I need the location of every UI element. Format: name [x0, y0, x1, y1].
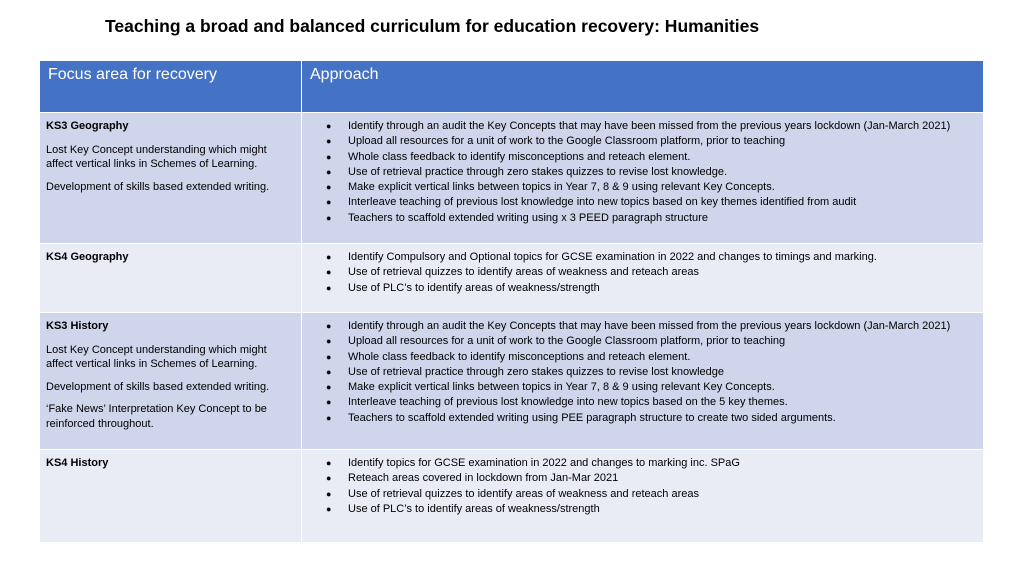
approach-item: ● Use of PLC’s to identify areas of weakness/strength	[326, 281, 979, 296]
approach-item: ● Teachers to scaffold extended writing using PEE paragraph structure to create two sided arguments.	[326, 411, 979, 426]
recovery-table	[40, 61, 983, 542]
approach-list	[326, 456, 979, 517]
approach-item: ● Use of retrieval practice through zero stakes quizzes to revise lost knowledge	[326, 365, 979, 380]
focus-area-note: ‘Fake News’ Interpretation Key Concept to be reinforced throughout.	[46, 403, 267, 430]
approach-item: ● Interleave teaching of previous lost knowledge into new topics based on key themes identified from audit	[326, 195, 979, 210]
focus-area-note: Development of skills based extended writing.	[46, 180, 270, 193]
approach-list	[326, 250, 979, 296]
focus-area-title: KS3 Geography	[46, 120, 129, 132]
row-ks3-history-approach	[302, 312, 983, 449]
approach-item: ● Identify through an audit the Key Concepts that may have been missed from the previous years lockdown (Jan-March 2021)	[326, 319, 979, 334]
approach-item: ● Reteach areas covered in lockdown from Jan-Mar 2021	[326, 471, 979, 486]
row-ks4-geography-approach	[302, 243, 983, 312]
row-ks4-geography-focus	[40, 243, 302, 312]
approach-item: ● Use of retrieval quizzes to identify areas of weakness and reteach areas	[326, 487, 979, 502]
approach-item: ● Whole class feedback to identify misconceptions and reteach element.	[326, 350, 979, 365]
row-ks3-geography-focus	[40, 112, 302, 243]
focus-area-note: Lost Key Concept understanding which might affect vertical links in Schemes of Learning.	[46, 343, 267, 370]
row-ks3-geography-approach	[302, 112, 983, 243]
header-focus-area: Focus area for recovery	[40, 61, 302, 112]
focus-area-title: KS4 History	[46, 457, 109, 469]
focus-area-title: KS3 History	[46, 320, 109, 332]
approach-item: ● Interleave teaching of previous lost knowledge into new topics based on the 5 key themes.	[326, 395, 979, 410]
approach-item: ● Use of retrieval practice through zero stakes quizzes to revise lost knowledge.	[326, 165, 979, 180]
approach-item: ● Use of retrieval quizzes to identify areas of weakness and reteach areas	[326, 265, 979, 280]
approach-item: ● Make explicit vertical links between topics in Year 7, 8 & 9 using relevant Key Concepts.	[326, 180, 979, 195]
approach-list	[326, 319, 979, 426]
approach-item: ● Upload all resources for a unit of work to the Google Classroom platform, prior to teaching	[326, 334, 979, 349]
focus-area-title: KS4 Geography	[46, 251, 129, 263]
approach-item: ● Use of PLC’s to identify areas of weakness/strength	[326, 502, 979, 517]
row-ks4-history-approach	[302, 449, 983, 542]
approach-list	[326, 119, 979, 226]
header-approach: Approach	[302, 61, 983, 112]
approach-item: ● Identify topics for GCSE examination in 2022 and changes to marking inc. SPaG	[326, 456, 979, 471]
approach-item: ● Identify Compulsory and Optional topics for GCSE examination in 2022 and changes to timings and marking.	[326, 250, 979, 265]
row-ks3-history-focus	[40, 312, 302, 449]
slide-title: Teaching a broad and balanced curriculum for education recovery: Humanities	[105, 16, 760, 36]
approach-item: ● Identify through an audit the Key Concepts that may have been missed from the previous years lockdown (Jan-March 2021)	[326, 119, 979, 134]
approach-item: ● Whole class feedback to identify misconceptions and reteach element.	[326, 150, 979, 165]
focus-area-note: Development of skills based extended writing.	[46, 380, 270, 393]
approach-item: ● Teachers to scaffold extended writing using x 3 PEED paragraph structure	[326, 211, 979, 226]
approach-item: ● Upload all resources for a unit of work to the Google Classroom platform, prior to teaching	[326, 134, 979, 149]
approach-item: ● Make explicit vertical links between topics in Year 7, 8 & 9 using relevant Key Concepts.	[326, 380, 979, 395]
focus-area-note: Lost Key Concept understanding which might affect vertical links in Schemes of Learning.	[46, 143, 267, 170]
row-ks4-history-focus	[40, 449, 302, 542]
